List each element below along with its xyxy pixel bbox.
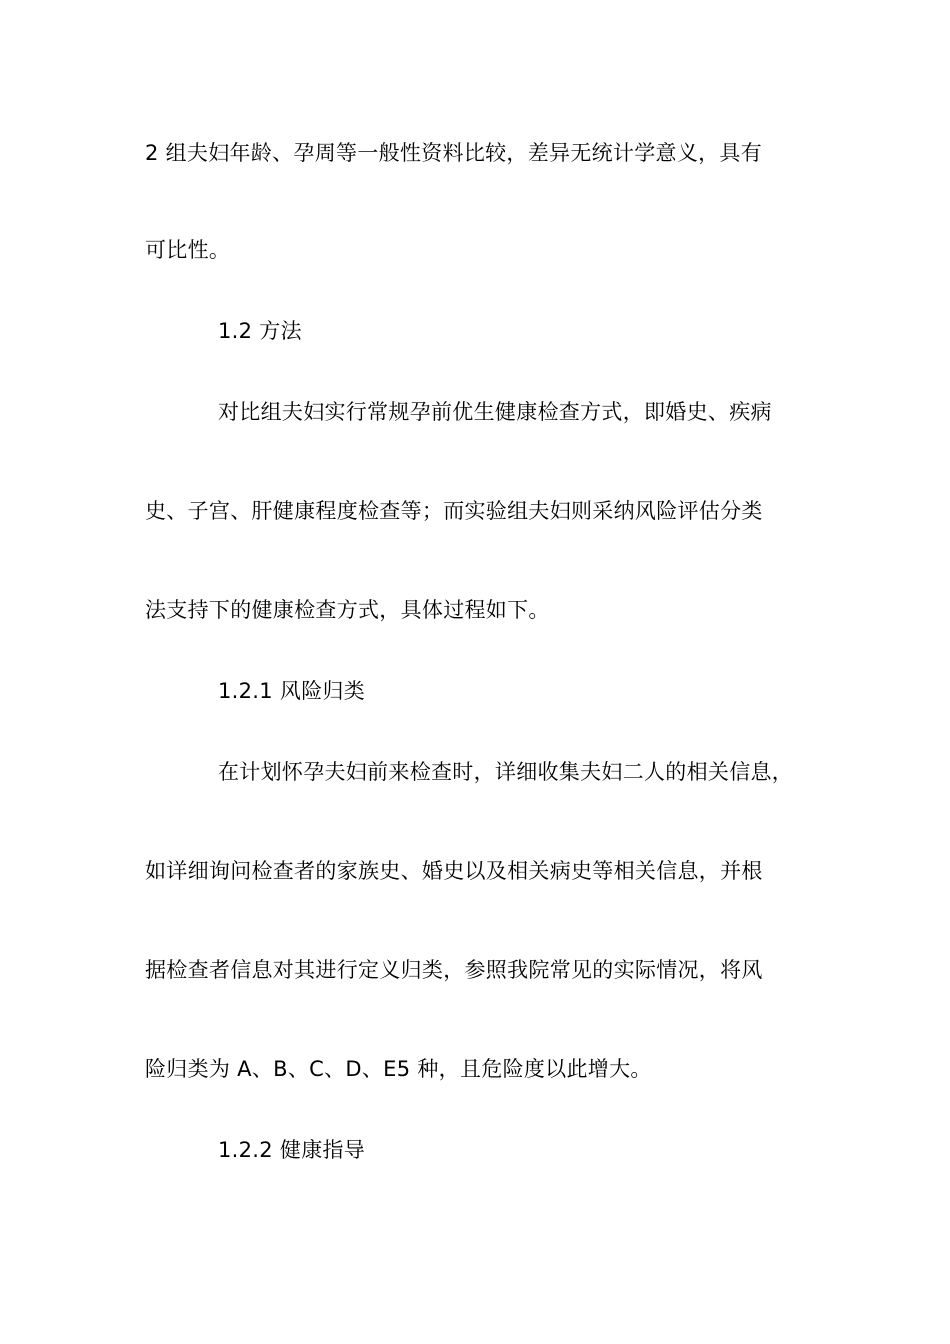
section-heading-1-2-1: 1.2.1 风险归类	[218, 679, 366, 703]
paragraph-line-4: 史、子宫、肝健康程度检查等；而实验组夫妇则采纳风险评估分类	[145, 499, 763, 523]
section-heading-1-2: 1.2 方法	[218, 319, 302, 343]
paragraph-line-3: 对比组夫妇实行常规孕前优生健康检查方式，即婚史、疾病	[218, 400, 772, 424]
paragraph-line-6: 在计划怀孕夫妇前来检查时，详细收集夫妇二人的相关信息，	[218, 760, 794, 784]
paragraph-line-1: 2 组夫妇年龄、孕周等一般性资料比较，差异无统计学意义，具有	[145, 141, 763, 165]
paragraph-line-8: 据检查者信息对其进行定义归类，参照我院常见的实际情况，将风	[145, 958, 763, 982]
paragraph-line-2: 可比性。	[145, 238, 231, 262]
paragraph-line-5: 法支持下的健康检查方式，具体过程如下。	[145, 598, 550, 622]
paragraph-line-7: 如详细询问检查者的家族史、婚史以及相关病史等相关信息，并根	[145, 859, 763, 883]
section-heading-1-2-2: 1.2.2 健康指导	[218, 1138, 366, 1162]
paragraph-line-9: 险归类为 A、B、C、D、E5 种，且危险度以此增大。	[145, 1057, 652, 1081]
